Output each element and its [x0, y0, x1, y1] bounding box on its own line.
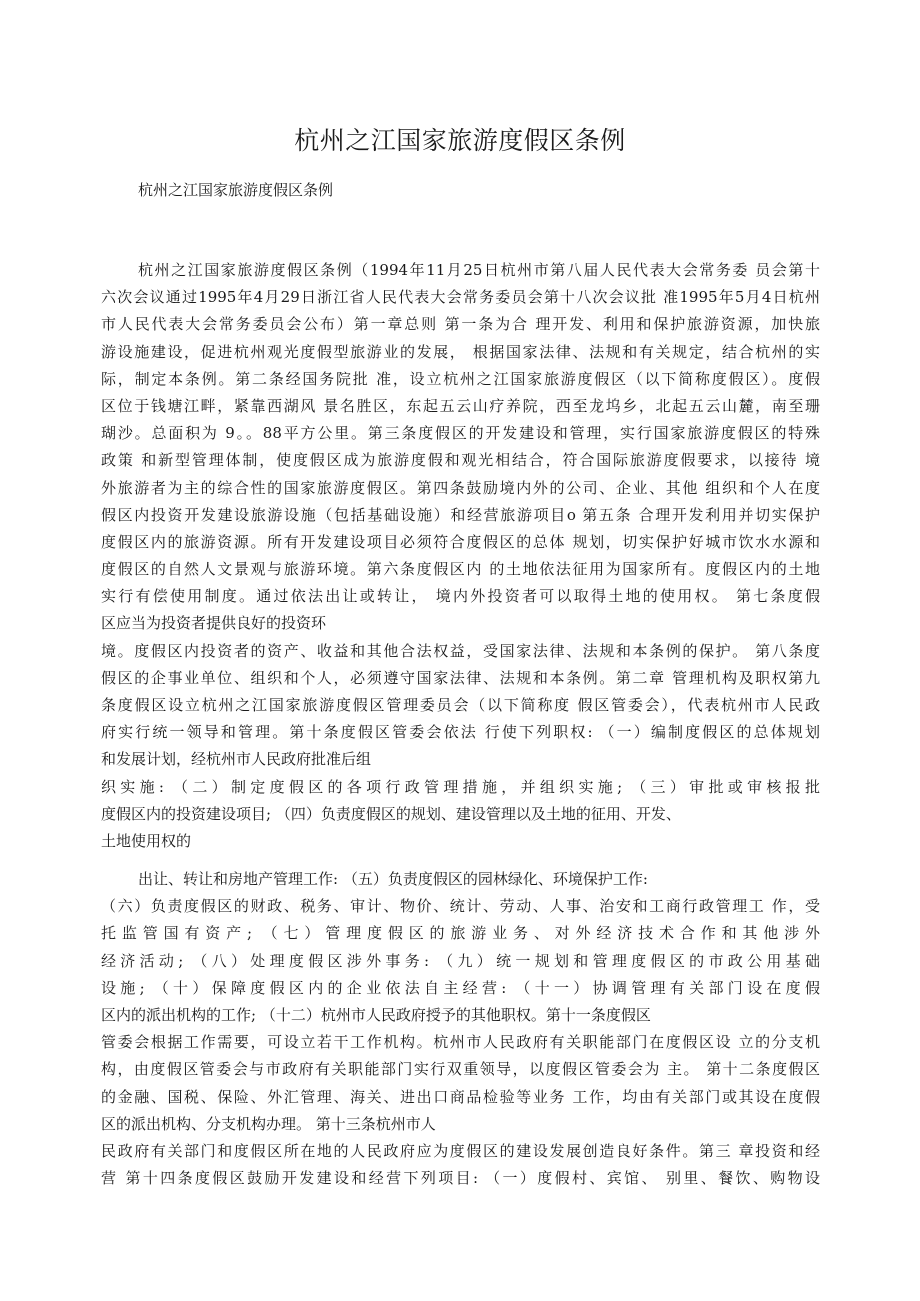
text-line: 的金融、国税、保险、外汇管理、海关、进出口商品检验等业务 工作，均由有关部门或其设在度假 — [101, 1087, 820, 1106]
text-line: 管委会根据工作需要，可设立若干工作机构。杭州市人民政府有关职能部门在度假区设 立的分支机 — [101, 1033, 820, 1052]
text-line: 六次会议通过1995年4月29日浙江省人民代表大会常务委员会第十八次会议批 准1995年5月4日杭州 — [101, 288, 820, 307]
body-paragraph-1 — [101, 257, 820, 855]
text-line: 区内的派出机构的工作; （十二）杭州市人民政府授予的其他职权。第十一条度假区 — [101, 1005, 651, 1024]
document-title: 杭州之江国家旅游度假区条例 — [294, 126, 626, 155]
text-line: 营 第十四条度假区鼓励开发建设和经营下列项目: （一）度假村、宾馆、 别里、餐饮、购物设 — [101, 1169, 820, 1188]
text-line: 度假区内的投资建设项目; （四）负责度假区的规划、建设管理以及土地的征用、开发、 — [101, 804, 681, 823]
text-line: 托监管国有资产; （七）管理度假区的旅游业务、对外经济技术合作和其他涉外 — [101, 924, 820, 943]
text-line: 区的派出机构、分支机构办理。 第十三条杭州市人 — [101, 1114, 436, 1133]
text-line: 实行有偿使用制度。通过依法出让或转让， 境内外投资者可以取得土地的使用权。 第七条度假 — [101, 587, 820, 606]
text-line: 游设施建设，促进杭州观光度假型旅游业的发展， 根据国家法律、法规和有关规定，结合杭州的实 — [101, 342, 820, 361]
text-line: 民政府有关部门和度假区所在地的人民政府应为度假区的建设发展创造良好条件。第三 章投资和经 — [101, 1141, 820, 1160]
text-line: 境。度假区内投资者的资产、收益和其他合法权益，受国家法律、法规和本条例的保护。 第八条度 — [101, 641, 820, 660]
text-line: 政策 和新型管理体制，使度假区成为旅游度假和观光相结合，符合国际旅游度假要求，以接待 境 — [101, 451, 820, 470]
text-line: 度假区内的旅游资源。所有开发建设项目必须符合度假区的总体 规划，切实保护好城市饮水水源和 — [101, 532, 820, 551]
text-line: 织实施: （二）制定度假区的各项行政管理措施，并组织实施; （三）审批或审核报批 — [101, 777, 820, 796]
text-line: 区位于钱塘江畔，紧靠西湖风 景名胜区，东起五云山疗养院，西至龙坞乡，北起五云山麓，南至珊 — [101, 396, 820, 415]
text-line: 假区的企事业单位、组织和个人，必须遵守国家法律、法规和本条例。第二章 管理机构及职权第九 — [101, 668, 820, 687]
text-line: 瑚沙。总面积为 9。。88平方公里。第三条度假区的开发建设和管理，实行国家旅游度假区的特殊 — [101, 424, 820, 443]
text-line: 市人民代表大会常务委员会公布）第一章总则 第一条为合 理开发、利用和保护旅游资源，加快旅 — [101, 315, 820, 334]
text-line: 际，制定本条例。第二条经国务院批 准，设立杭州之江国家旅游度假区（以下简称度假区）。度假 — [101, 369, 820, 388]
text-line: 和发展计划，经杭州市人民政府批准后组 — [101, 750, 372, 769]
text-line: 外旅游者为主的综合性的国家旅游度假区。第四条鼓励境内外的公司、企业、其他 组织和个人在度 — [101, 478, 820, 497]
text-line: 区应当为投资者提供良好的投资环 — [101, 614, 327, 633]
body-paragraph-2 — [101, 866, 820, 1192]
text-line: 条度假区设立杭州之江国家旅游度假区管理委员会（以下简称度 假区管委会），代表杭州市人民政 — [101, 696, 820, 714]
text-line: 度假区的自然人文景观与旅游环境。第六条度假区内 的土地依法征用为国家所有。度假区内的土地 — [101, 560, 820, 579]
text-line: 构，由度假区管委会与市政府有关职能部门实行双重领导，以度假区管委会为 主。 第十二条度假区 — [101, 1060, 820, 1079]
text-line: 杭州之江国家旅游度假区条例（1994年11月25日杭州市第八届人民代表大会常务委 员会第十 — [138, 261, 820, 279]
text-line: （六）负责度假区的财政、税务、审计、物价、统计、劳动、人事、治安和工商行政管理工 作，受 — [101, 897, 820, 916]
text-line: 设施; （十）保障度假区内的企业依法自主经营: （十一）协调管理有关部门设在度假 — [101, 978, 820, 997]
text-line: 府实行统一领导和管理。第十条度假区管委会依法 行使下列职权: （一）编制度假区的总体规划 — [101, 723, 820, 742]
text-line: 经济活动; （八）处理度假区涉外事务: （九）统一规划和管理度假区的市政公用基础 — [101, 951, 820, 970]
text-line: 出让、转让和房地产管理工作: （五）负责度假区的园林绿化、环境保护工作: — [138, 870, 648, 888]
document-subtitle: 杭州之江国家旅游度假区条例 — [138, 181, 334, 199]
text-line: 土地使用权的 — [101, 831, 192, 850]
text-line: 假区内投资开发建设旅游设施（包括基础设施）和经营旅游项目o 第五条 合理开发利用并切实保护 — [101, 505, 820, 524]
